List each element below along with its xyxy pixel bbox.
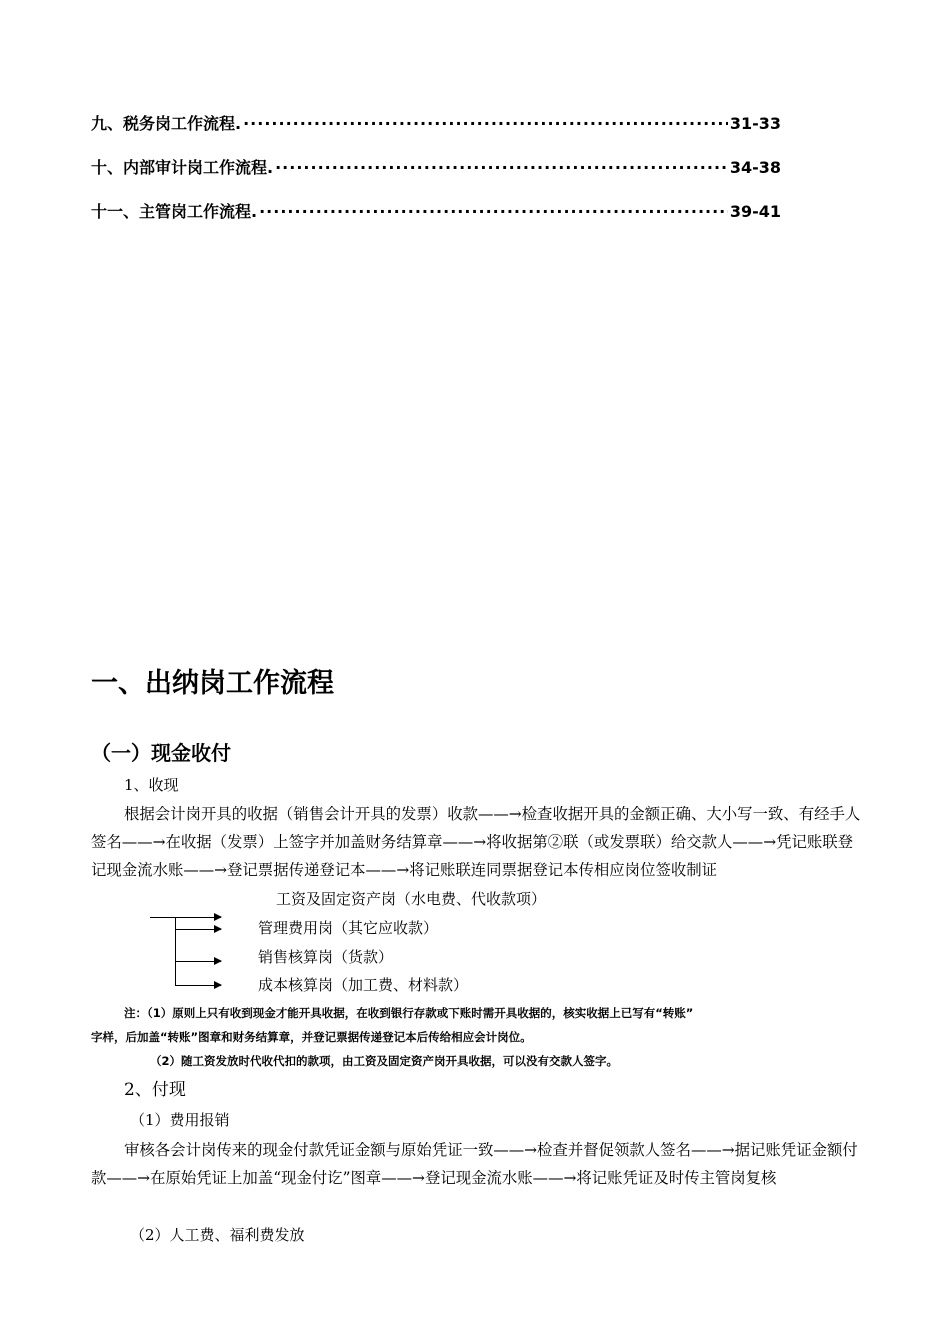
toc-entry[interactable] (91, 155, 781, 178)
note-line: （2）随工资发放时代收代扣的款项，由工资及固定资产岗开具收据，可以没有交款人签字。 (150, 1054, 618, 1068)
toc-entry-title: 九、税务岗工作流程. (91, 114, 242, 133)
branch-label: 管理费用岗（其它应收款） (258, 919, 439, 937)
branch-label: 成本核算岗（加工费、材料款） (258, 976, 469, 994)
note-line: 注：（1）原则上只有收到现金才能开具收据，在收到银行存款或下账时需开具收据的，核实收据上已写有“转账” (124, 1006, 694, 1020)
branch-label: 工资及固定资产岗（水电费、代收款项） (276, 890, 547, 908)
toc-entry-pages: 31-33 (729, 114, 781, 133)
toc-entry-title: 十、内部审计岗工作流程. (91, 158, 274, 177)
branch-arrow (175, 917, 221, 918)
toc-entry-title: 十一、主管岗工作流程. (91, 202, 258, 221)
toc-leader-dots (259, 202, 728, 221)
process-paragraph: 根据会计岗开具的收据（销售会计开具的发票）收款——→检查收据开具的金额正确、大小写一致、有经手人签名——→在收据（发票）上签字并加盖财务结算章——→将收据第②联（或发票联）给交款人——→凭记账联登记现金流水账——→登记票据传递登记本——→将记账联连同票据登记本传相应岗位签收制证 (91, 805, 861, 879)
branch-connector-line (150, 917, 175, 918)
toc-leader-dots (275, 158, 728, 177)
item-heading: （2）人工费、福利费发放 (130, 1226, 305, 1244)
note-line: 字样，后加盖“转账”图章和财务结算章，并登记票据传递登记本后传给相应会计岗位。 (91, 1030, 532, 1044)
branch-label: 销售核算岗（货款） (258, 948, 394, 966)
section-title: （一）现金收付 (91, 741, 231, 765)
branch-arrow (175, 985, 221, 986)
subsection-heading: 1、收现 (124, 776, 179, 794)
process-paragraph: 审核各会计岗传来的现金付款凭证金额与原始凭证一致——→检查并督促领款人签名——→据记账凭证金额付款——→在原始凭证上加盖“现金付讫”图章——→登记现金流水账——→将记账凭证及时传主管岗复核 (91, 1141, 858, 1187)
item-heading: （1）费用报销 (130, 1111, 230, 1129)
toc-leader-dots (243, 114, 728, 133)
branch-arrow (175, 929, 221, 930)
toc-entry-pages: 34-38 (729, 158, 781, 177)
toc-entry-pages: 39-41 (729, 202, 781, 221)
chapter-title: 一、出纳岗工作流程 (91, 668, 334, 699)
branch-trunk-line (175, 917, 176, 985)
subsection-heading: 2、付现 (124, 1080, 186, 1100)
toc-entry[interactable] (91, 199, 781, 222)
branch-arrow (175, 961, 221, 962)
toc-entry[interactable] (91, 111, 781, 134)
